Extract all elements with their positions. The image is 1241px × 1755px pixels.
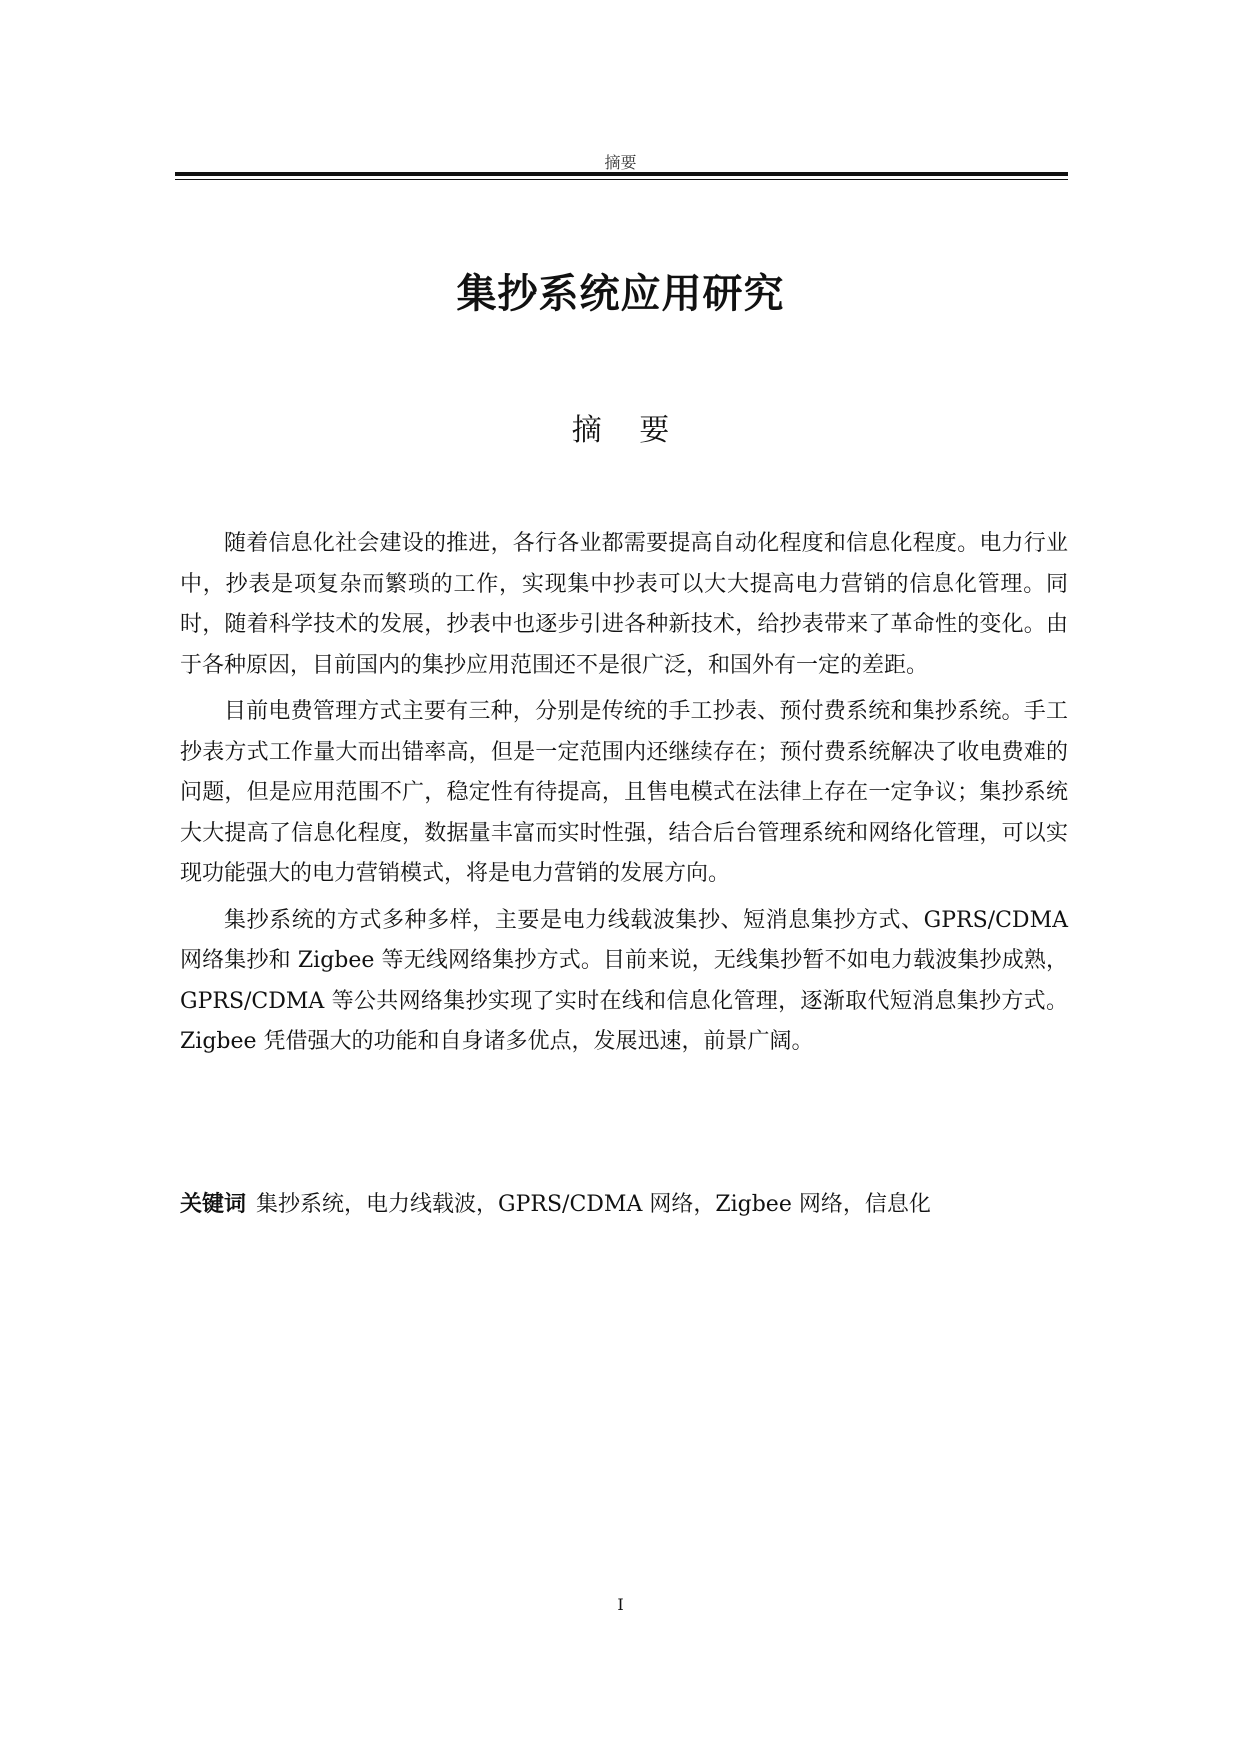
running-header: 摘要 bbox=[604, 153, 637, 172]
page-number: I bbox=[617, 1595, 624, 1614]
abstract-heading: 摘 要 bbox=[571, 413, 684, 448]
keywords-line bbox=[180, 1185, 1068, 1225]
abstract-body bbox=[180, 524, 1068, 1069]
header-rule bbox=[175, 172, 1068, 181]
abstract-paragraph-2: 目前电费管理方式主要有三种，分别是传统的手工抄表、预付费系统和集抄系统。手工抄表方式工作量大而出错率高，但是一定范围内还继续存在；预付费系统解决了收电费难的问题，但是应用范围不广，稳定性有待提高，且售电模式在法律上存在一定争议；集抄系统大大提高了信息化程度，数据量丰富而实时性强，结合后台管理系统和网络化管理，可以实现功能强大的电力营销模式，将是电力营销的发展方向。 bbox=[180, 699, 1068, 886]
abstract-paragraph-1: 随着信息化社会建设的推进，各行各业都需要提高自动化程度和信息化程度。电力行业中，抄表是项复杂而繁琐的工作，实现集中抄表可以大大提高电力营销的信息化管理。同时，随着科学技术的发展，抄表中也逐步引进各种新技术，给抄表带来了革命性的变化。由于各种原因，目前国内的集抄应用范围还不是很广泛，和国外有一定的差距。 bbox=[180, 531, 1068, 678]
keywords-text: 集抄系统，电力线载波，GPRS/CDMA 网络，Zigbee 网络，信息化 bbox=[256, 1192, 931, 1217]
abstract-paragraph-3: 集抄系统的方式多种多样，主要是电力线载波集抄、短消息集抄方式、GPRS/CDMA 网络集抄和 Zigbee 等无线网络集抄方式。目前来说，无线集抄暂不如电力载波集抄成熟，GPRS/CDMA 等公共网络集抄实现了实时在线和信息化管理，逐渐取代短消息集抄方式。Zigbee 凭借强大的功能和自身诸多优点，发展迅速，前景广阔。 bbox=[180, 907, 1068, 1054]
header-rule-thin bbox=[175, 179, 1068, 180]
document-title: 集抄系统应用研究 bbox=[456, 271, 785, 317]
keywords-label: 关键词 bbox=[180, 1192, 247, 1217]
header-rule-thick bbox=[175, 172, 1068, 176]
